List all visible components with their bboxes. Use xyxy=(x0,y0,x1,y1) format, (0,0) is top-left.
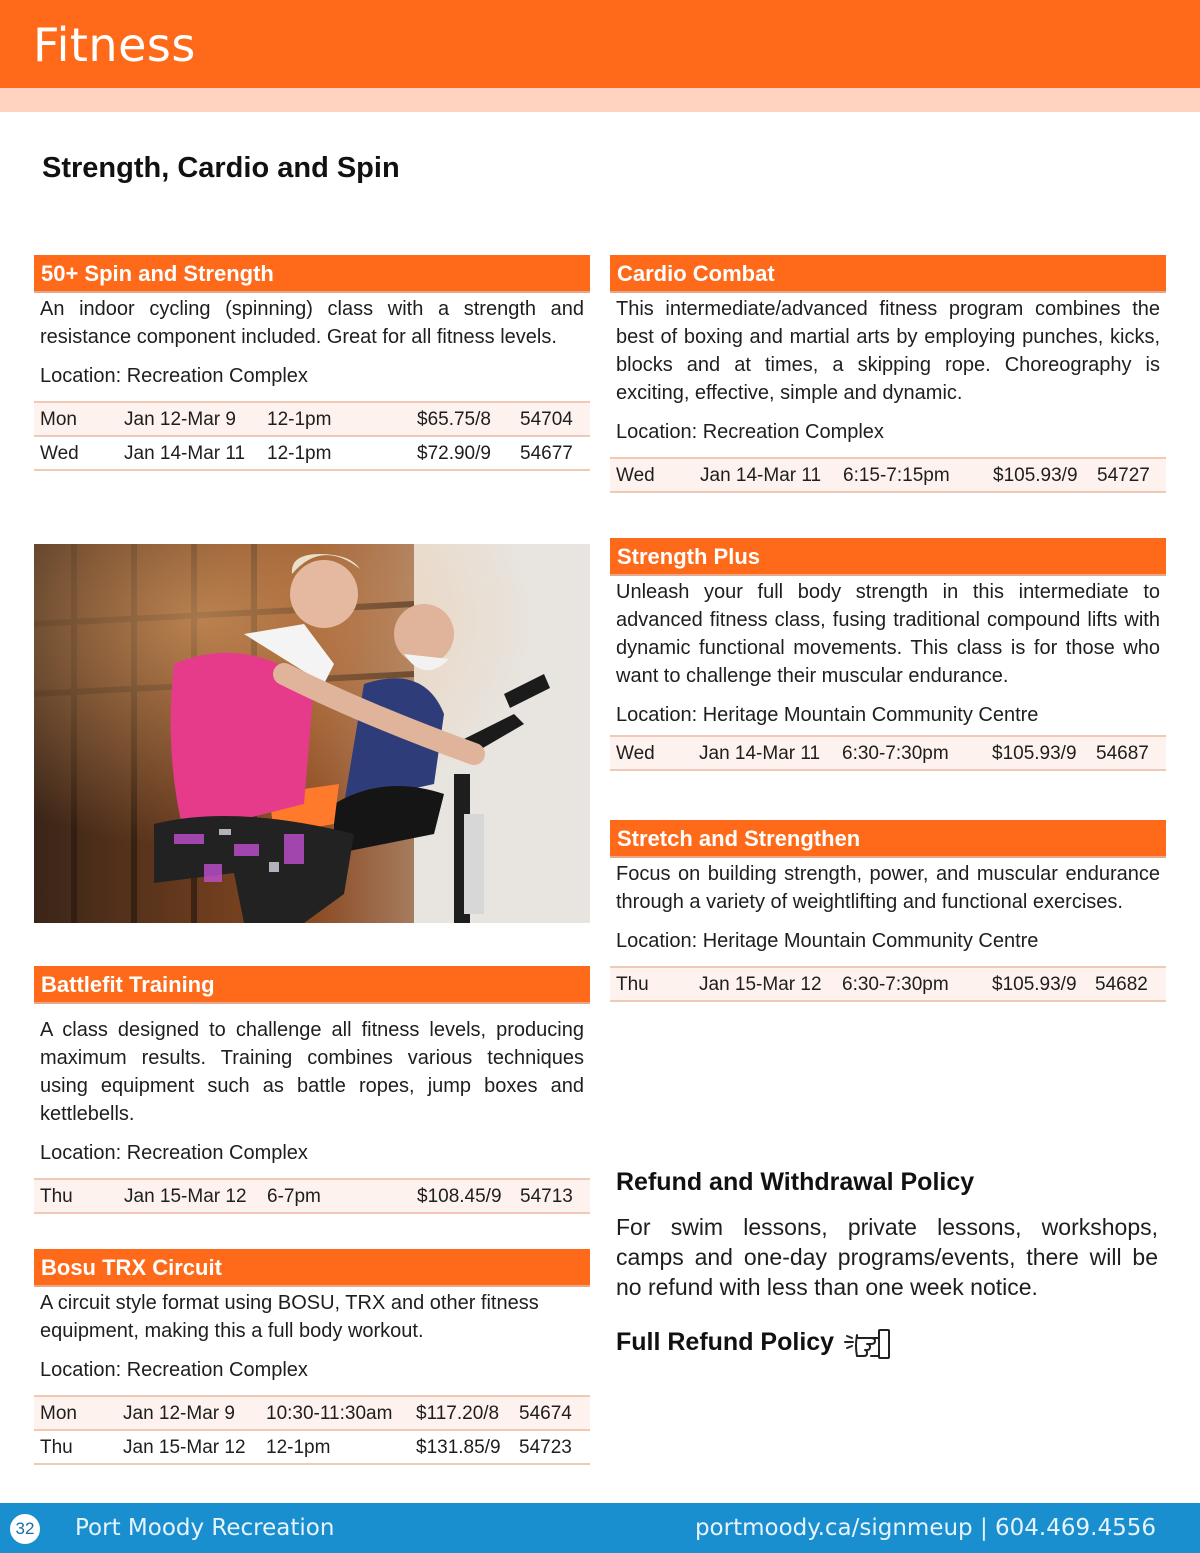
schedule-price: $105.93/9 xyxy=(993,465,1078,486)
schedule-dates: Jan 14-Mar 11 xyxy=(699,743,821,764)
header-stripe xyxy=(0,88,1200,112)
program-title: Stretch and Strengthen xyxy=(610,820,1166,858)
schedule-row[interactable] xyxy=(34,1431,590,1465)
program-description: A class designed to challenge all fitness levels, producing maximum results. Training combines various techniques using equipment such as battle ropes, jump boxes and kettlebells. xyxy=(40,1019,584,1125)
schedule-code: 54727 xyxy=(1097,465,1150,486)
spin-class-photo xyxy=(34,544,590,923)
schedule-dates: Jan 14-Mar 11 xyxy=(700,465,822,486)
program-location: Location: Heritage Mountain Community Centre xyxy=(616,704,1039,726)
schedule-row[interactable] xyxy=(610,459,1166,493)
schedule-time: 6:30-7:30pm xyxy=(842,743,949,764)
program-title: Bosu TRX Circuit xyxy=(34,1249,590,1287)
spin-class-illustration xyxy=(34,544,590,923)
program-location: Location: Recreation Complex xyxy=(616,421,884,443)
schedule-row[interactable] xyxy=(34,403,590,437)
schedule-row[interactable] xyxy=(34,1180,590,1214)
schedule-dates: Jan 15-Mar 12 xyxy=(699,974,822,995)
schedule-time: 12-1pm xyxy=(267,443,332,464)
schedule-price: $117.20/8 xyxy=(416,1403,500,1424)
program-title: Strength Plus xyxy=(610,538,1166,576)
schedule-row[interactable] xyxy=(34,437,590,471)
schedule-day: Wed xyxy=(616,465,655,486)
schedule-table xyxy=(610,966,1166,1002)
program-description: Focus on building strength, power, and muscular endurance through a variety of weightlifting and functional exercises. xyxy=(616,863,1160,913)
schedule-table xyxy=(34,401,590,471)
schedule-code: 54682 xyxy=(1095,974,1148,995)
schedule-code: 54723 xyxy=(519,1437,572,1458)
schedule-price: $108.45/9 xyxy=(417,1186,502,1207)
footer-org-name: Port Moody Recreation xyxy=(75,1515,335,1541)
program-description: An indoor cycling (spinning) class with a strength and resistance component included. Great for all fitness levels. xyxy=(40,298,584,348)
program-location: Location: Recreation Complex xyxy=(40,1359,308,1381)
schedule-code: 54713 xyxy=(520,1186,573,1207)
schedule-table xyxy=(34,1395,590,1465)
schedule-row[interactable] xyxy=(34,1397,590,1431)
schedule-day: Mon xyxy=(40,1403,77,1424)
schedule-dates: Jan 12-Mar 9 xyxy=(124,409,236,430)
schedule-time: 6:15-7:15pm xyxy=(843,465,950,486)
schedule-price: $65.75/8 xyxy=(417,409,491,430)
program-location: Location: Recreation Complex xyxy=(40,365,308,387)
program-location: Location: Recreation Complex xyxy=(40,1142,308,1164)
schedule-day: Wed xyxy=(616,743,655,764)
schedule-price: $131.85/9 xyxy=(416,1437,501,1458)
program-title: Cardio Combat xyxy=(610,255,1166,293)
schedule-day: Thu xyxy=(616,974,649,995)
schedule-dates: Jan 12-Mar 9 xyxy=(123,1403,235,1424)
program-spin xyxy=(34,255,590,471)
program-battlefit xyxy=(34,966,590,1214)
schedule-code: 54704 xyxy=(520,409,573,430)
schedule-code: 54677 xyxy=(520,443,573,464)
schedule-time: 12-1pm xyxy=(266,1437,331,1458)
full-refund-policy-link[interactable]: Full Refund Policy xyxy=(616,1328,835,1356)
schedule-day: Thu xyxy=(40,1186,73,1207)
program-description: Unleash your full body strength in this intermediate to advanced fitness class, fusing traditional compound lifts with dynamic functional movements. This class is for those who want to challenge their muscular endurance. xyxy=(616,581,1160,687)
schedule-price: $105.93/9 xyxy=(992,974,1077,995)
pointing-hand-icon[interactable] xyxy=(843,1326,893,1360)
schedule-time: 10:30-11:30am xyxy=(266,1403,393,1424)
policy-text: For swim lessons, private lessons, workshops, camps and one-day programs/events, there will be no refund with less than one week notice. xyxy=(616,1214,1158,1300)
program-strength-plus xyxy=(610,538,1166,771)
schedule-day: Wed xyxy=(40,443,79,464)
schedule-table xyxy=(610,457,1166,493)
schedule-row[interactable] xyxy=(610,968,1166,1002)
program-description: A circuit style format using BOSU, TRX and other fitness equipment, making this a full body workout. xyxy=(40,1292,539,1342)
page-title: Fitness xyxy=(33,18,196,72)
program-cardio xyxy=(610,255,1166,493)
schedule-day: Thu xyxy=(40,1437,73,1458)
schedule-table xyxy=(610,735,1166,771)
policy-title: Refund and Withdrawal Policy xyxy=(616,1168,975,1196)
schedule-dates: Jan 15-Mar 12 xyxy=(123,1437,246,1458)
schedule-dates: Jan 14-Mar 11 xyxy=(124,443,246,464)
program-title: Battlefit Training xyxy=(34,966,590,1004)
schedule-code: 54687 xyxy=(1096,743,1149,764)
schedule-dates: Jan 15-Mar 12 xyxy=(124,1186,247,1207)
program-title: 50+ Spin and Strength xyxy=(34,255,590,293)
schedule-day: Mon xyxy=(40,409,77,430)
schedule-price: $72.90/9 xyxy=(417,443,491,464)
program-location: Location: Heritage Mountain Community Centre xyxy=(616,930,1039,952)
schedule-table xyxy=(34,1178,590,1214)
section-title: Strength, Cardio and Spin xyxy=(42,152,400,184)
program-bosu xyxy=(34,1249,590,1465)
schedule-code: 54674 xyxy=(519,1403,572,1424)
program-description: This intermediate/advanced fitness program combines the best of boxing and martial arts by employing punches, kicks, blocks and at times, a skipping rope. Choreography is exciting, effective, simple and dynamic. xyxy=(616,298,1160,404)
schedule-time: 6:30-7:30pm xyxy=(842,974,949,995)
footer-contact[interactable]: portmoody.ca/signmeup | 604.469.4556 xyxy=(694,1515,1156,1541)
schedule-time: 6-7pm xyxy=(267,1186,321,1207)
schedule-price: $105.93/9 xyxy=(992,743,1077,764)
schedule-time: 12-1pm xyxy=(267,409,332,430)
program-stretch xyxy=(610,820,1166,1002)
schedule-row[interactable] xyxy=(610,737,1166,771)
page-number: 32 xyxy=(10,1514,40,1544)
